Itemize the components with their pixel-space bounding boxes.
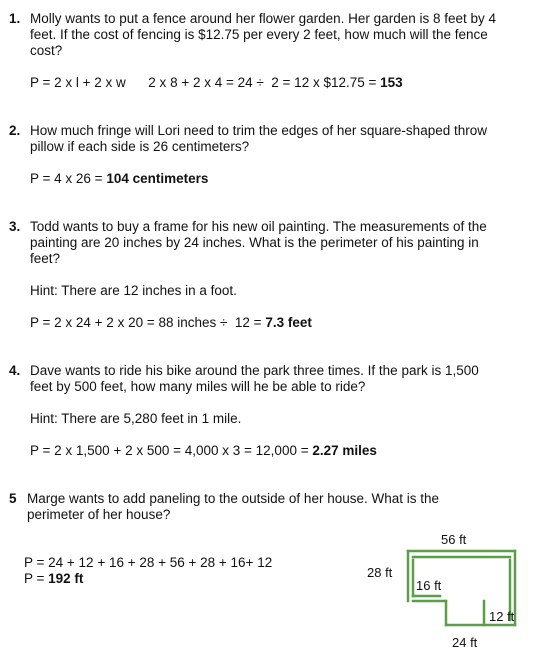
problem-5-work: P = 24 + 12 + 16 + 28 + 56 + 28 + 16+ 12 (24, 555, 273, 570)
question-line: Molly wants to put a fence around her flower garden. Her garden is 8 feet by 4 (30, 11, 497, 26)
question-line: Marge wants to add paneling to the outside of her house. What is the (27, 491, 440, 506)
problem-2-number: 2. (9, 123, 21, 138)
question-line: Todd wants to buy a frame for his new oil painting. The measurements of the (30, 219, 487, 234)
problem-5-number: 5 (9, 491, 17, 506)
question-line: pillow if each side is 26 centimeters? (30, 139, 250, 154)
problem-3-number: 3. (9, 219, 21, 234)
work-text: P = 2 x l + 2 x w 2 x 8 + 2 x 4 = 24 ÷ 2 = 12 x $12.75 = (30, 75, 381, 90)
question-line: feet. If the cost of fencing is $12.75 per every 2 feet, how much will the fence (30, 27, 488, 42)
answer: 104 centimeters (106, 171, 209, 186)
work-text: P = 2 x 1,500 + 2 x 500 = 4,000 x 3 = 12,000 = (30, 443, 313, 458)
question-line: How much fringe will Lori need to trim the edges of her square-shaped throw (30, 123, 487, 138)
problem-1-number: 1. (9, 11, 21, 26)
work-text: P = 2 x 24 + 2 x 20 = 88 inches ÷ 12 = (30, 315, 266, 330)
question-line: feet by 500 feet, how many miles will he be able to ride? (30, 379, 366, 394)
question-line: perimeter of her house? (27, 507, 171, 522)
label-inner: 16 ft (416, 578, 442, 593)
question-line: Dave wants to ride his bike around the park three times. If the park is 1,500 (30, 363, 479, 378)
question-line: painting are 20 inches by 24 inches. What is the perimeter of his painting in (30, 235, 479, 250)
work-text: P = 4 x 26 = (30, 171, 107, 186)
label-top: 56 ft (441, 532, 467, 547)
answer: 7.3 feet (265, 315, 312, 330)
question-line: feet? (30, 251, 61, 266)
problem-3-hint: Hint: There are 12 inches in a foot. (30, 283, 237, 298)
label-right: 12 ft (489, 609, 515, 624)
question-line: cost? (30, 43, 63, 58)
answer: 153 (380, 75, 403, 90)
label-left: 28 ft (367, 565, 393, 580)
answer: 2.27 miles (312, 443, 377, 458)
answer: 192 ft (48, 571, 84, 586)
label-bottom: 24 ft (452, 635, 478, 650)
work-text: P = (24, 571, 49, 586)
problem-4-number: 4. (9, 363, 21, 378)
problem-4-hint: Hint: There are 5,280 feet in 1 mile. (30, 411, 242, 426)
